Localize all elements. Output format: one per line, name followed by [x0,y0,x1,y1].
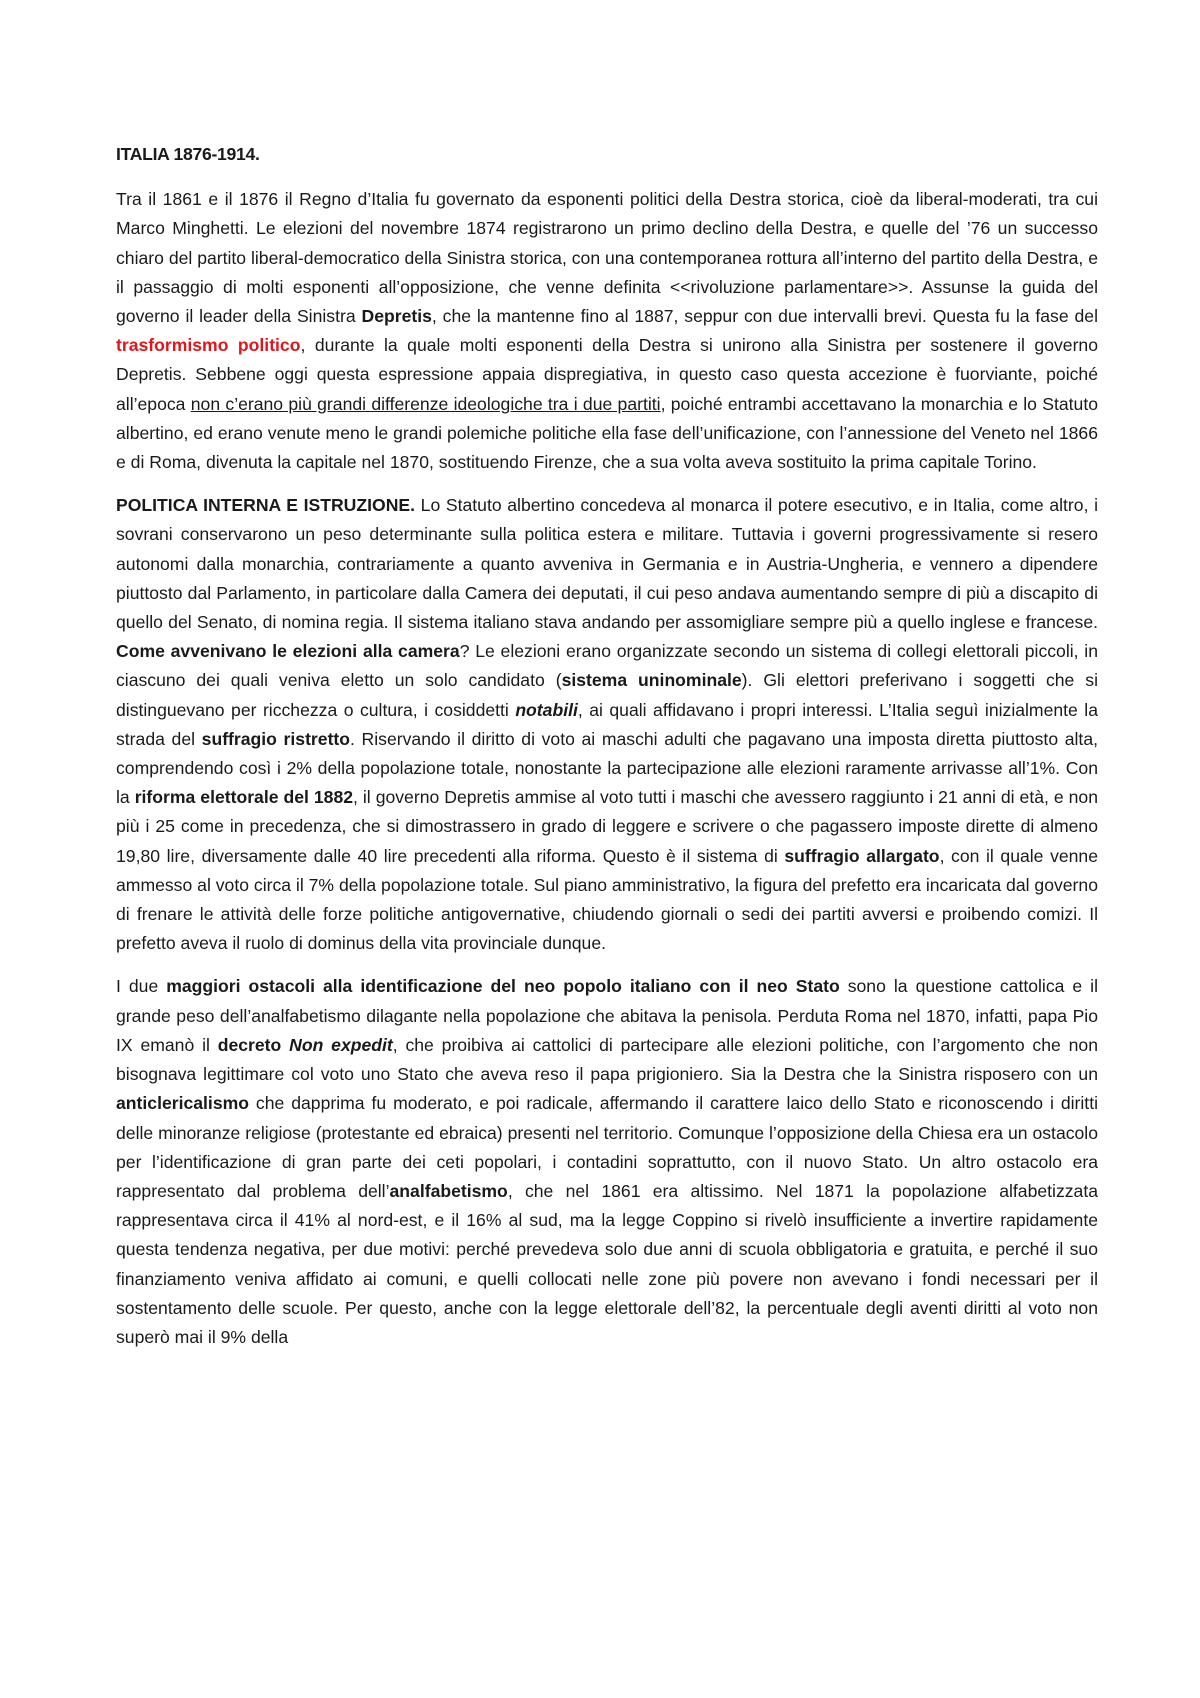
underline-differenze: non c’erano più grandi differenze ideologiche tra i due partiti [190,393,661,414]
text-run: che dapprima fu moderato, e poi radicale, affermando il carattere laico dello Stato e riconoscendo i diritti delle minoranze religiose (protestante ed ebraica) presenti nel territorio. Comunque l’opposizione della Chiesa era un ostacolo per l’identificazione di gran parte dei ceti popolari, i contadini soprattutto, con il nuovo Stato. Un altro ostacolo era rappresentato dal problema dell’ [116,1093,1098,1201]
text-run: , che proibiva ai cattolici di partecipare alle elezioni politiche, con l’argomento che non bisognava legittimare col voto uno Stato che aveva reso il papa prigioniero. Sia la Destra che la Sinistra risposero con un [116,1034,1098,1085]
bold-come-avvenivano: Come avvenivano le elezioni alla camera [116,641,460,662]
document-page [116,140,1098,1366]
text-run: , con il quale venne ammesso al voto circa il 7% della popolazione totale. Sul piano amministrativo, la figura del prefetto era incaricata dal governo di frenare le attività delle forze politiche antigovernative, chiudendo giornali o sedi dei partiti avversi e proibendo comizi. Il prefetto aveva il ruolo di dominus della vita provinciale dunque. [116,845,1099,954]
bold-suffragio-ristretto: suffragio ristretto [201,728,351,749]
document-title: ITALIA 1876-1914. [116,144,260,164]
text-run: Tra il 1861 e il 1876 il Regno d’Italia fu governato da esponenti politici della Destra storica, cioè da liberal-moderati, tra cui Marco Minghetti. Le elezioni del novembre 1874 registrarono un primo declino della Destra, e quelle del ’76 un successo chiaro del partito liberal-democratico della Sinistra storica, con una contemporanea rottura all’interno del partito della Destra, e il passaggio di molti esponenti all’opposizione, che venne definita <<rivoluzione parlamentare>>. Assunse la guida del governo il leader della Sinistra [116,189,1098,327]
text-run: , che la mantenne fino al 1887, seppur con due intervalli brevi. Questa fu la fase del [431,306,1098,327]
bold-anticlericalismo: anticlericalismo [116,1093,249,1114]
text-run: , durante la quale molti esponenti della Destra si unirono alla Sinistra per sostenere il governo Depretis. Sebbene oggi questa espressione appaia dispregiativa, in questo caso questa accezione è fuorviante, poiché all’epoca [116,335,1098,414]
bold-suffragio-allargato: suffragio allargato [784,845,940,866]
bold-riforma-elettorale: riforma elettorale del 1882 [134,787,354,808]
highlight-trasformismo: trasformismo politico [116,335,301,356]
paragraph-politica-interna [116,491,1098,958]
bold-maggiori-ostacoli: maggiori ostacoli alla identificazione del neo popolo italiano con il neo Stato [166,976,840,997]
paragraph-intro [116,185,1098,477]
bold-depretis: Depretis [361,306,432,327]
text-run: Lo Statuto albertino concedeva al monarca il potere esecutivo, e in Italia, come altro, i sovrani conservarono un peso determinante sulla politica estera e militare. Tuttavia i governi progressivamente si resero autonomi dalla monarchia, contrariamente a quanto avveniva in Germania e in Austria-Ungheria, e vennero a dipendere piuttosto dal Parlamento, in particolare dalla Camera dei deputati, il cui peso andava aumentando sempre di più a discapito di quello del Senato, di nomina regia. Il sistema italiano stava andando per assomigliare sempre più a quello inglese e francese. [116,495,1098,633]
bold-decreto: decreto [217,1034,290,1055]
bold-sistema-uninominale: sistema uninominale [561,670,742,691]
text-run: , poiché entrambi accettavano la monarchia e lo Statuto albertino, ed erano venute meno le grandi polemiche politiche ella fase dell’unificazione, con l’annessione del Veneto nel 1866 e di Roma, divenuta la capitale nel 1870, sostituendo Firenze, che a sua volta aveva sostituito la prima capitale Torino. [116,393,1099,473]
section-heading: POLITICA INTERNA E ISTRUZIONE. [116,495,416,516]
bold-analfabetismo: analfabetismo [389,1180,508,1201]
text-run: I due [116,976,167,997]
text-run: , ai quali affidavano i propri interessi. L’Italia seguì inizialmente la strada del [116,699,1098,749]
text-run: sono la questione cattolica e il grande peso dell’analfabetismo dilagante nella popolazione che abitava la penisola. Perduta Roma nel 1870, infatti, papa Pio IX emanò il [116,976,1098,1055]
paragraph-ostacoli [116,972,1098,1352]
text-run: , il governo Depretis ammise al voto tutti i maschi che avessero raggiunto i 21 anni di età, e non più i 25 come in precedenza, che si dimostrassero in grado di leggere e scrivere o che pagassero imposte dirette di almeno 19,80 lire, diversamente dalle 40 lire precedenti alla riforma. Questo è il sistema di [116,787,1098,866]
bold-italic-non-expedit: Non expedit [289,1034,393,1055]
text-run: . Riservando il diritto di voto ai maschi adulti che pagavano una imposta diretta piuttosto alta, comprendendo così i 2% della popolazione totale, nonostante la partecipazione alle elezioni raramente arrivasse all’1%. Con la [116,728,1098,808]
text-run: ? Le elezioni erano organizzate secondo un sistema di collegi elettorali piccoli, in ciascuno dei quali veniva eletto un solo candidato ( [116,641,1098,691]
bold-italic-notabili: notabili [515,699,578,720]
text-run: ). Gli elettori preferivano i soggetti che si distinguevano per ricchezza o cultura, i cosiddetti [116,670,1098,720]
text-run: , che nel 1861 era altissimo. Nel 1871 la popolazione alfabetizzata rappresentava circa il 41% al nord-est, e il 16% al sud, ma la legge Coppino si rivelò insufficiente a invertire rapidamente questa tendenza negativa, per due motivi: perché prevedeva solo due anni di scuola obbligatoria e gratuita, e perché il suo finanziamento veniva affidato ai comuni, e quelli collocati nelle zone più povere non avevano i fondi necessari per il sostentamento delle scuole. Per questo, anche con la legge elettorale dell’82, la percentuale degli aventi diritti al voto non superò mai il 9% della [116,1180,1098,1347]
